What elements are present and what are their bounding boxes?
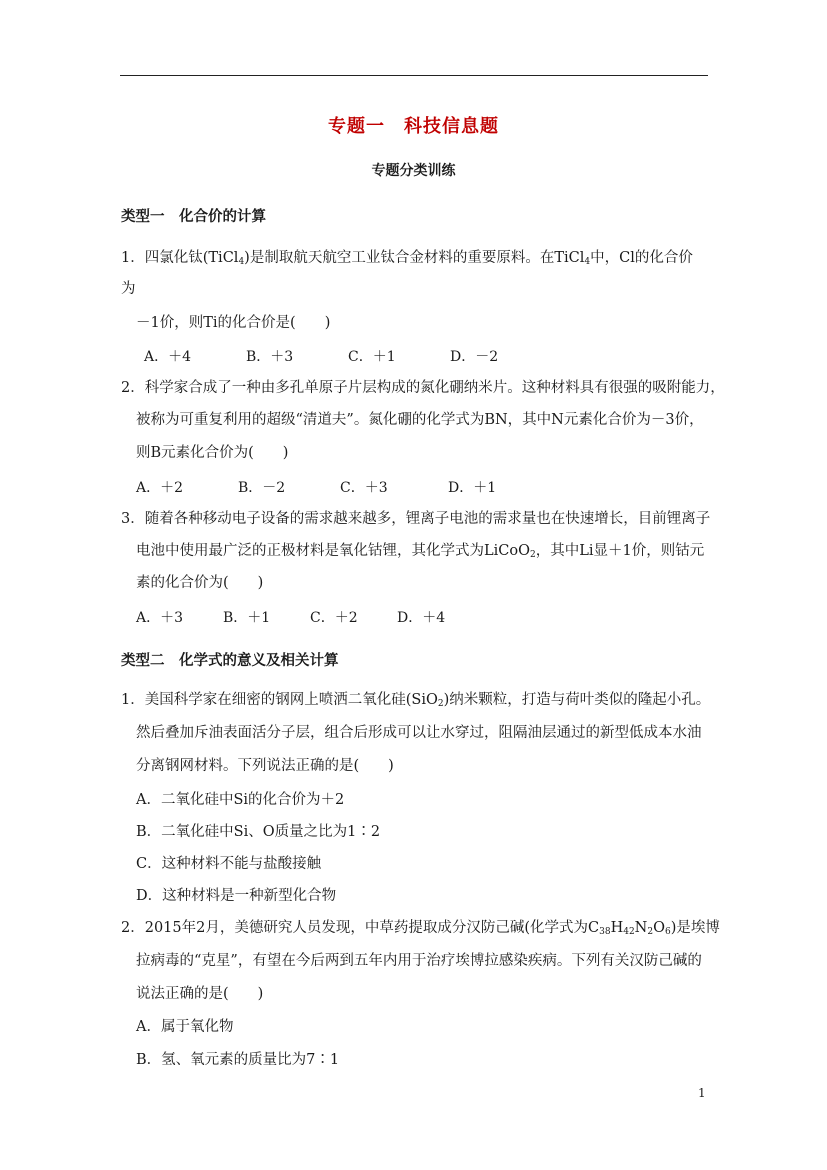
q2-1-option-a: A．二氧化硅中Si的化合价为＋2 — [136, 792, 345, 808]
option-c: C．＋1 — [348, 349, 396, 365]
q2-1-line1: 1．美国科学家在细密的钢网上喷洒二氧化硅(SiO$_2$)纳米颗粒，打造与荷叶类似的隆起小孔。 — [121, 692, 711, 709]
option-a: A．＋2 — [136, 480, 184, 496]
option-b: B．＋3 — [246, 349, 294, 365]
q1-1-options — [144, 346, 498, 366]
q1-2-options — [136, 477, 496, 497]
section-heading-1: 类型一 化合价的计算 — [121, 208, 266, 225]
q1-2-line1: 2．科学家合成了一种由多孔单原子片层构成的氮化硼纳米片。这种材料具有很强的吸附能力， — [121, 380, 725, 396]
q1-2-line3: 则B元素化合价为( ) — [136, 445, 289, 461]
page-title: 专题一 科技信息题 — [328, 116, 499, 137]
q2-1-option-b: B．二氧化硅中Si、O质量之比为1∶2 — [136, 824, 381, 840]
q1-1-line3: －1价，则Ti的化合价是( ) — [136, 315, 331, 331]
option-c: C．＋2 — [310, 610, 358, 626]
q2-2-option-a: A．属于氧化物 — [136, 1019, 234, 1035]
q2-2-line1: 2．2015年2月，美德研究人员发现，中草药提取成分汉防己碱(化学式为$C_{38}H_{42}N_2O_6$)是埃博 — [121, 920, 720, 937]
option-d: D．－2 — [450, 349, 499, 365]
option-b: B．＋1 — [223, 610, 271, 626]
header-rule — [120, 75, 708, 76]
q2-2-line3: 说法正确的是( ) — [136, 986, 264, 1002]
option-d: D．＋4 — [397, 610, 446, 626]
page-subtitle: 专题分类训练 — [371, 163, 456, 179]
q2-2-option-b: B．氢、氧元素的质量比为7∶1 — [136, 1052, 340, 1068]
q2-1-option-c: C．这种材料不能与盐酸接触 — [136, 856, 322, 872]
q2-1-line3: 分离钢网材料。下列说法正确的是( ) — [136, 758, 394, 774]
q1-3-line1: 3．随着各种移动电子设备的需求越来越多，锂离子电池的需求量也在快速增长，目前锂离子 — [121, 511, 711, 527]
option-b: B．－2 — [238, 480, 286, 496]
section-heading-2: 类型二 化学式的意义及相关计算 — [121, 652, 339, 669]
option-d: D．＋1 — [448, 480, 497, 496]
q1-1-line2: 为 — [121, 281, 136, 297]
page-number: 1 — [698, 1086, 706, 1100]
option-a: A．＋4 — [144, 349, 192, 365]
option-a: A．＋3 — [136, 610, 184, 626]
q2-1-line2: 然后叠加斥油表面活分子层，组合后形成可以让水穿过，阻隔油层通过的新型低成本水油 — [136, 725, 702, 741]
q2-1-option-d: D．这种材料是一种新型化合物 — [136, 888, 337, 904]
q1-1-line1: 1．四氯化钛(TiCl$_4$)是制取航天航空工业钛合金材料的重要原料。在TiCl$_4$中，Cl的化合价 — [121, 250, 693, 267]
q1-3-options — [136, 607, 445, 627]
q1-3-line2: 电池中使用最广泛的正极材料是氧化钴锂，其化学式为LiCoO$_2$，其中Li显＋1价，则钴元 — [136, 543, 705, 560]
q1-2-line2: 被称为可重复利用的超级“清道夫”。氮化硼的化学式为BN，其中N元素化合价为－3价， — [136, 412, 704, 428]
option-c: C．＋3 — [340, 480, 388, 496]
q2-2-line2: 拉病毒的“克星”，有望在今后两到五年内用于治疗埃博拉感染疾病。下列有关汉防己碱的 — [136, 953, 702, 969]
q1-3-line3: 素的化合价为( ) — [136, 575, 264, 591]
